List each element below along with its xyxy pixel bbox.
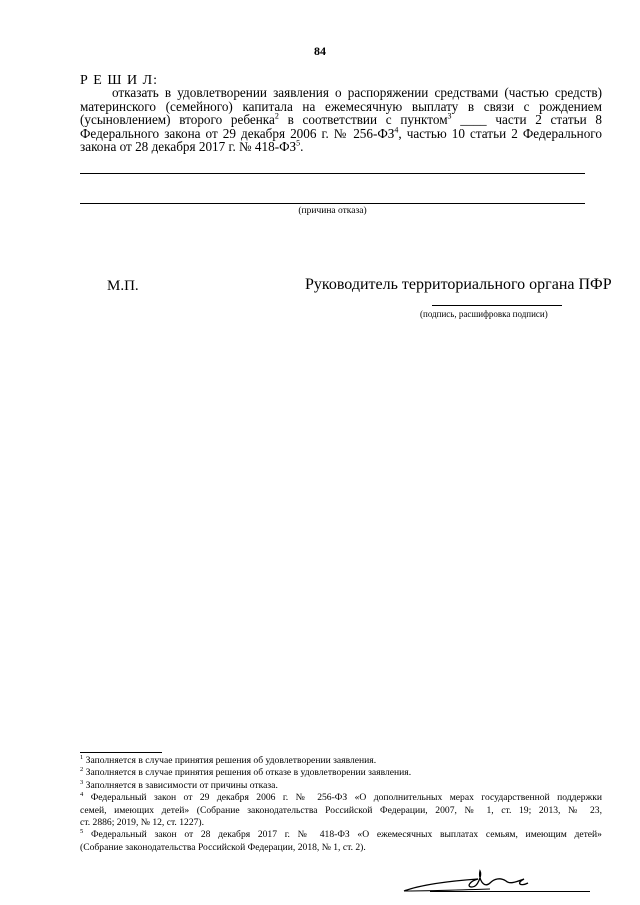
body-line-4 <box>80 127 602 141</box>
footnote-number: 1 <box>80 753 84 761</box>
bottom-signature-line <box>430 891 590 892</box>
footnote-text: Федеральный закон от 29 декабря 2006 г. № 256-ФЗ «О дополнительных мерах государственной поддержки <box>90 792 602 804</box>
footnote-ref-5: 5 <box>296 138 301 148</box>
footnote-text: Заполняется в случае принятия решения об отказе в удовлетворении заявления. <box>85 767 412 779</box>
footnote-1 <box>80 755 602 767</box>
footnote-4-line-3: ст. 2886; 2019, № 12, ст. 1227). <box>80 817 205 829</box>
head-title: Руководитель территориального органа ПФР <box>305 276 612 293</box>
footnote-ref-2: 2 <box>274 111 279 121</box>
stamp-label: М.П. <box>107 278 139 294</box>
decision-heading: Р Е Ш И Л: <box>80 73 158 88</box>
footnote-separator <box>80 752 162 753</box>
body-line-3-a: (усыновлением) второго ребенка <box>80 112 275 127</box>
footnote-5-line-2: (Собрание законодательства Российской Федерации, 2018, № 1, ст. 2). <box>80 841 366 853</box>
footnote-5 <box>80 829 602 854</box>
body-line-5 <box>80 140 602 154</box>
body-line-3 <box>80 113 602 127</box>
body-line-3-c: ____ части 2 статьи 8 <box>451 112 602 127</box>
page-number: 84 <box>314 44 326 58</box>
footnote-3 <box>80 780 602 792</box>
footnote-ref-4: 4 <box>394 125 399 135</box>
body-line-2: материнского (семейного) капитала на ежемесячную выплату в связи с рождением <box>80 98 602 114</box>
footnote-4 <box>80 792 602 829</box>
reason-line-2 <box>80 203 585 204</box>
footnote-number: 4 <box>80 791 84 799</box>
reason-line-1 <box>80 173 585 174</box>
body-line-4-b: , частью 10 статьи 2 Федерального <box>398 125 602 141</box>
decision-body <box>80 86 602 154</box>
body-line-5-a: закона от 28 декабря 2017 г. № 418-ФЗ <box>80 139 297 154</box>
footnote-ref-3: 3 <box>447 111 452 121</box>
body-line-5-b: . <box>300 139 304 154</box>
body-line-1: отказать в удовлетворении заявления о распоряжении средствами (частью средств) <box>112 85 602 100</box>
body-line-4-a: Федерального закона от 29 декабря 2006 г. № 256-ФЗ <box>80 125 395 141</box>
footnote-number: 2 <box>80 766 84 774</box>
footnote-4-line-1 <box>80 792 602 804</box>
signature-caption: (подпись, расшифровка подписи) <box>420 309 548 319</box>
footnote-text: Заполняется в случае принятия решения об удовлетворении заявления. <box>85 755 377 766</box>
signature-line <box>432 305 562 306</box>
reason-caption: (причина отказа) <box>298 206 367 216</box>
footnote-text: Заполняется в зависимости от причины отказа. <box>85 779 278 791</box>
footnote-text: Федеральный закон от 28 декабря 2017 г. № 418-ФЗ «О ежемесячных выплатах семьям, имеющим детей» <box>90 829 602 841</box>
footnote-2 <box>80 767 602 779</box>
footnote-5-line-1 <box>80 829 602 841</box>
body-line-3-b: в соответствии с пунктом <box>278 112 448 127</box>
footnote-number: 3 <box>80 778 84 786</box>
handwritten-signature <box>400 865 570 897</box>
footnote-number: 5 <box>80 828 84 836</box>
footnote-4-line-2: семей, имеющих детей» (Собрание законодательства Российской Федерации, 2007, № 1, ст. 19; 2013, № 23, <box>80 804 602 816</box>
footnotes <box>80 755 602 854</box>
